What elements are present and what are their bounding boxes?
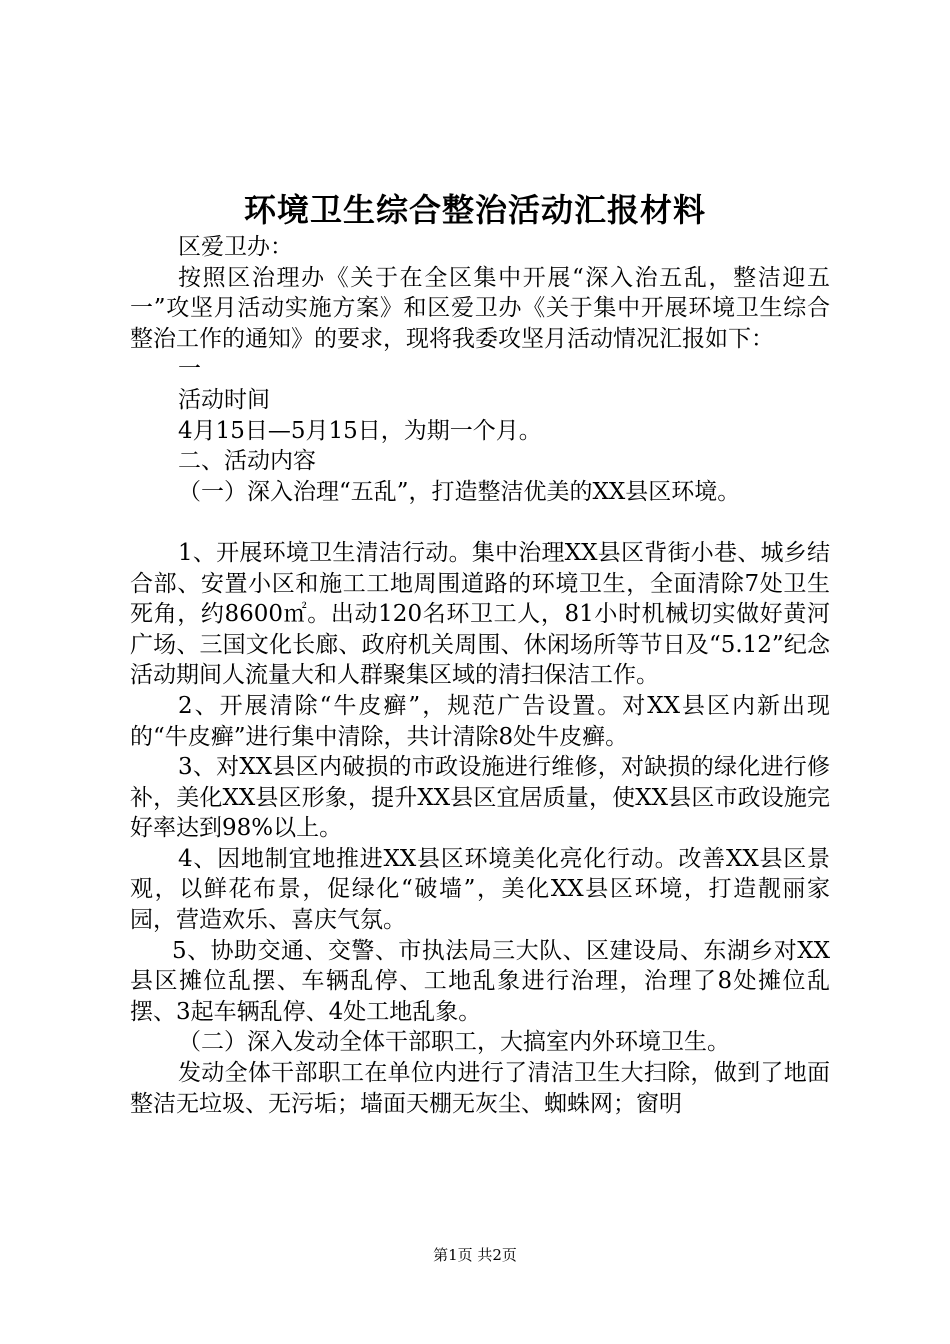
document-body — [130, 232, 830, 1119]
subsection-heading-one: （一）深入治理“五乱”，打造整洁优美的XX县区环境。 — [178, 478, 741, 505]
page-footer: 第1页 共2页 — [433, 1246, 517, 1264]
section-number-one: 一 — [178, 356, 201, 383]
body-paragraph-cleanup: 发动全体干部职工在单位内进行了清洁卫生大扫除，做到了地面整洁无垃圾、无污垢；墙面天棚无灰尘、蜘蛛网；窗明 — [130, 1060, 830, 1117]
paragraph-gap — [130, 507, 830, 538]
item-paragraph-5: 5、协助交通、交警、市执法局三大队、区建设局、东湖乡对XX县区摊位乱摆、车辆乱停、工地乱象进行治理，治理了8处摊位乱摆、3起车辆乱停、4处工地乱象。 — [130, 937, 830, 1025]
item-paragraph-1: 1、开展环境卫生清洁行动。集中治理XX县区背街小巷、城乡结合部、安置小区和施工工地周围道路的环境卫生，全面清除7处卫生死角，约8600㎡。出动120名环卫工人，81小时机械切实做好黄河广场、三国文化长廊、政府机关周围、休闲场所等节日及“5.12”纪念活动期间人流量大和人群聚集区域的清扫保洁工作。 — [130, 539, 830, 689]
section-heading-content: 二、活动内容 — [178, 448, 316, 475]
salutation: 区爱卫办： — [178, 234, 293, 260]
item-paragraph-2: 2、开展清除“牛皮癣”，规范广告设置。对XX县区内新出现的“牛皮癣”进行集中清除，共计清除8处牛皮癣。 — [130, 692, 830, 750]
item-paragraph-3: 3、对XX县区内破损的市政设施进行维修，对缺损的绿化进行修补，美化XX县区形象，提升XX县区宜居质量，使XX县区市政设施完好率达到98%以上。 — [130, 754, 830, 842]
document-title: 环境卫生综合整治活动汇报材料 — [243, 191, 706, 229]
item-paragraph-4: 4、因地制宜地推进XX县区环境美化亮化行动。改善XX县区景观，以鲜花布景，促绿化“破墙”，美化XX县区环境，打造靓丽家园，营造欢乐、喜庆气氛。 — [130, 845, 830, 934]
subsection-heading-two: （二）深入发动全体干部职工，大搞室内外环境卫生。 — [178, 1029, 730, 1056]
activity-dates: 4月15日—5月15日，为期一个月。 — [178, 417, 542, 444]
section-heading-time: 活动时间 — [178, 386, 270, 413]
intro-paragraph: 按照区治理办《关于在全区集中开展“深入治五乱，整洁迎五一”攻坚月活动实施方案》和区爱卫办《关于集中开展环境卫生综合整治工作的通知》的要求，现将我委攻坚月活动情况汇报如下： — [130, 264, 830, 352]
